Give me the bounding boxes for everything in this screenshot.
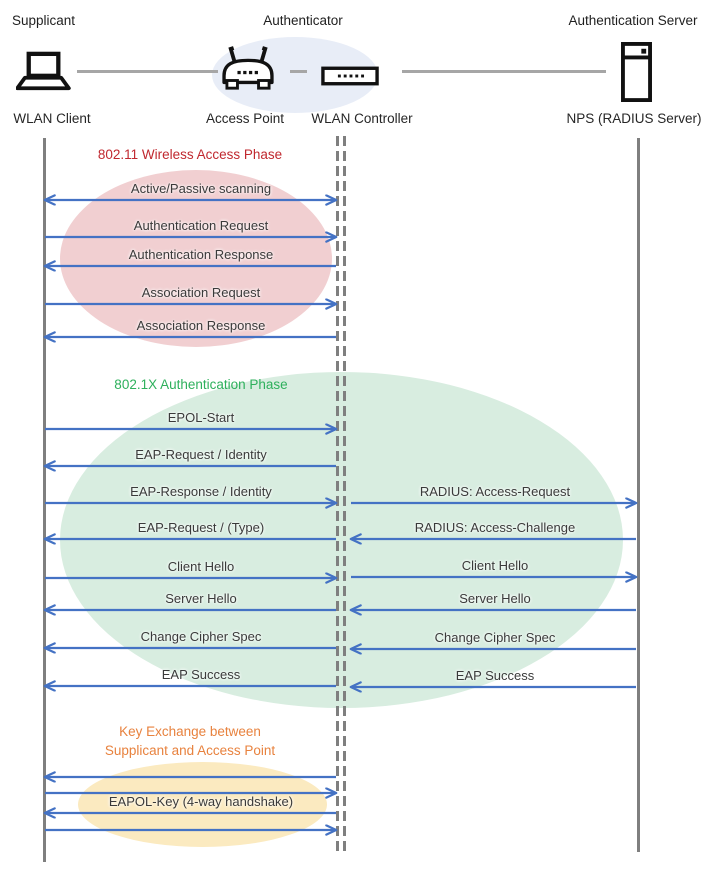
- message-label: Client Hello: [461, 558, 529, 573]
- role-authenticator: Authenticator: [263, 13, 343, 28]
- message-label: Change Cipher Spec: [140, 629, 262, 644]
- message-label: Active/Passive scanning: [130, 181, 272, 196]
- message-label: EPOL-Start: [167, 410, 235, 425]
- device-nps-radius-server: NPS (RADIUS Server): [566, 111, 702, 126]
- device-wlan-client: WLAN Client: [13, 111, 91, 126]
- phase-title-wireless-access: 802.11 Wireless Access Phase: [97, 147, 283, 162]
- phase-title-authentication: 802.1X Authentication Phase: [114, 377, 288, 392]
- role-authentication-server: Authentication Server: [568, 13, 698, 28]
- message-label: Server Hello: [459, 591, 531, 606]
- phase-title-key-exchange-line2: Supplicant and Access Point: [104, 743, 276, 758]
- message-label: Association Response: [136, 318, 266, 333]
- message-label: Client Hello: [167, 559, 235, 574]
- message-label: RADIUS: Access-Request: [419, 484, 571, 499]
- message-label: Change Cipher Spec: [434, 630, 556, 645]
- message-label: EAP Success: [161, 667, 241, 682]
- message-label: EAPOL-Key (4-way handshake): [108, 794, 294, 809]
- message-label: Association Request: [141, 285, 261, 300]
- device-access-point: Access Point: [205, 111, 285, 126]
- message-label: Authentication Request: [133, 218, 269, 233]
- message-label: EAP-Request / Identity: [135, 447, 267, 462]
- message-label: Server Hello: [165, 591, 237, 606]
- message-label: Authentication Response: [128, 247, 274, 262]
- phase-title-key-exchange-line1: Key Exchange between: [119, 724, 261, 739]
- role-supplicant: Supplicant: [12, 13, 76, 28]
- message-label: EAP Success: [455, 668, 535, 683]
- device-wlan-controller: WLAN Controller: [311, 111, 413, 126]
- message-label: RADIUS: Access-Challenge: [414, 520, 576, 535]
- message-label: EAP-Request / (Type): [137, 520, 265, 535]
- message-label: EAP-Response / Identity: [130, 484, 272, 499]
